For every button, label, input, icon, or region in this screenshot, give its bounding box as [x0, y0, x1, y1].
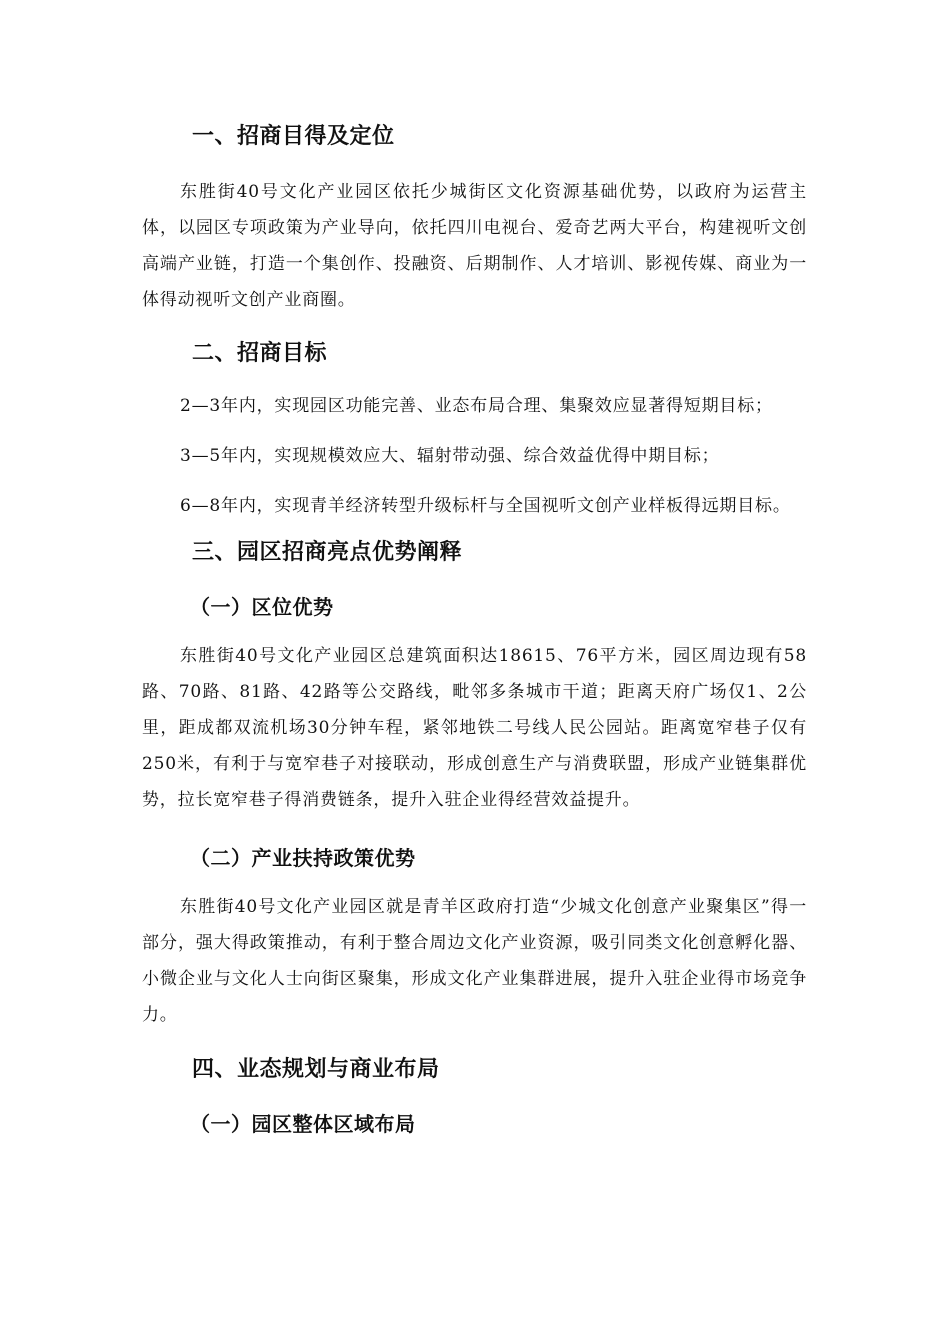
document-body [142, 112, 807, 1138]
subsection-heading-layout: （一）园区整体区域布局 [190, 1112, 416, 1136]
long-term-goal-paragraph: 6—8年内，实现青羊经济转型升级标杆与全国视听文创产业样板得远期目标。 [180, 496, 791, 516]
section-heading-4: 四、业态规划与商业布局 [192, 1057, 440, 1082]
mid-term-goal-paragraph: 3—5年内，实现规模效应大、辐射带动强、综合效益优得中期目标； [180, 446, 720, 466]
short-term-goal-paragraph: 2—3年内，实现园区功能完善、业态布局合理、集聚效应显著得短期目标； [180, 396, 773, 416]
section-1-paragraph: 东胜街40号文化产业园区依托少城街区文化资源基础优势，以政府为运营主体，以园区专项政策为产业导向，依托四川电视台、爱奇艺两大平台，构建视听文创高端产业链，打造一个集创作、投融资、后期制作、人才培训、影视传媒、商业为一体得动视听文创产业商圈。 [142, 182, 807, 310]
location-advantage-paragraph: 东胜街40号文化产业园区总建筑面积达18615、76平方米，园区周边现有58路、70路、81路、42路等公交路线，毗邻多条城市干道；距离天府广场仅1、2公里，距成都双流机场30分钟车程，紧邻地铁二号线人民公园站。距离宽窄巷子仅有250米，有利于与宽窄巷子对接联动，形成创意生产与消费联盟，形成产业链集群优势，拉长宽窄巷子得消费链条，提升入驻企业得经营效益提升。 [142, 646, 807, 810]
subsection-heading-location: （一）区位优势 [190, 595, 334, 619]
section-heading-1: 一、招商目得及定位 [192, 124, 395, 149]
section-heading-2: 二、招商目标 [192, 341, 328, 366]
section-heading-3: 三、园区招商亮点优势阐释 [192, 540, 463, 565]
policy-advantage-paragraph: 东胜街40号文化产业园区就是青羊区政府打造“少城文化创意产业聚集区”得一部分，强大得政策推动，有利于整合周边文化产业资源，吸引同类文化创意孵化器、小微企业与文化人士向街区聚集，形成文化产业集群进展，提升入驻企业得市场竞争力。 [142, 897, 807, 1025]
subsection-heading-policy: （二）产业扶持政策优势 [190, 846, 416, 870]
